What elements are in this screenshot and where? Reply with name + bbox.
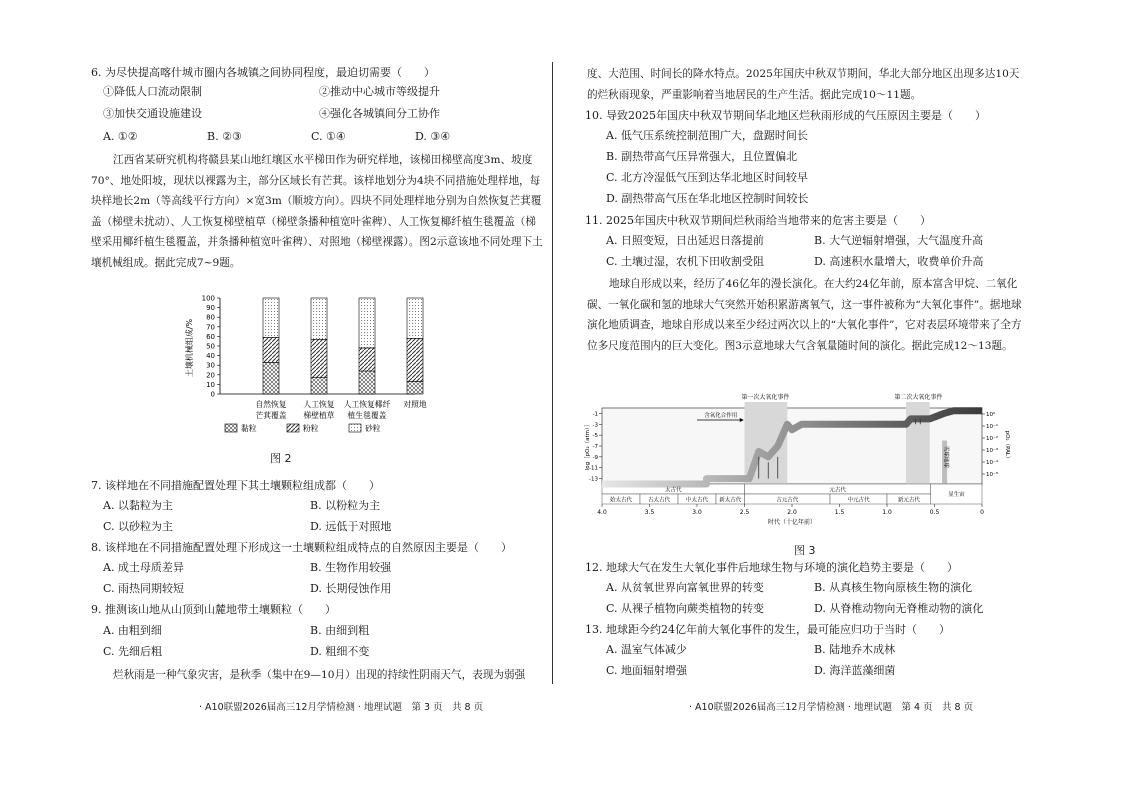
q13-option-b[interactable]: B. 陆地乔木成林 bbox=[814, 643, 896, 656]
x-tick-label: 3.0 bbox=[692, 509, 702, 516]
question-11-options bbox=[606, 232, 1026, 274]
q7-option-c[interactable]: C. 以砂粒为主 bbox=[103, 520, 174, 533]
y-right-label: pO₂（PAL） bbox=[1004, 430, 1010, 462]
event-label-1: 第一次大氧化事件 bbox=[741, 394, 790, 401]
q13-option-c[interactable]: C. 地面辐射增强 bbox=[606, 664, 688, 677]
y-left-tick-label: -9 bbox=[592, 454, 598, 461]
y-tick-label: 30 bbox=[206, 361, 215, 370]
q6-item-2: ②推动中心城市等级提升 bbox=[319, 85, 440, 98]
question-13-stem: 13. 地球距今约24亿年前大氧化事件的发生，最可能应归功于当时（ ） bbox=[585, 623, 950, 636]
category-label: 植生毯覆盖 bbox=[347, 411, 387, 420]
passage-10-cont: 度、大范围、时间长的降水特点。2025年国庆中秋双节期间，华北大部分地区出现多达10天的烂秋雨现象，严重影响着当地居民的生产生活。据此完成10～11题。 bbox=[587, 68, 1020, 101]
category-label: 人工恢复 bbox=[303, 400, 335, 409]
bar-segment bbox=[263, 298, 279, 337]
y-tick-label: 70 bbox=[206, 323, 215, 332]
legend-swatch bbox=[287, 424, 299, 432]
y-right-tick-label: 10⁻² bbox=[986, 436, 999, 442]
passage-12-13: 地球自形成以来，经历了46亿年的漫长演化。在大约24亿年前，原本富含甲烷、二氧化碳、一氧化碳和氢的地球大气突然开始积累游离氧气，这一事件被称为“大氧化事件”。据地球演化地质调查，地球自形成以来至少经过两次以上的“大氧化事件”，它对表层环境带来了全方位多尺度范围内的巨大变化。图3示意地球大气含氧量随时间的演化。据此完成12～13题。 bbox=[587, 278, 1022, 352]
y-tick-label: 90 bbox=[206, 304, 215, 313]
question-6-items bbox=[103, 83, 543, 123]
question-7-options bbox=[103, 497, 543, 539]
y-tick-label: 100 bbox=[201, 294, 215, 303]
right-page bbox=[562, 0, 1123, 793]
q10-option-b[interactable]: B. 副热带高气压异常强大，且位置偏北 bbox=[606, 150, 798, 163]
event-band-2 bbox=[906, 402, 930, 484]
y-right-tick-label: 10⁻⁵ bbox=[986, 472, 999, 478]
y-right-tick-label: 10⁻⁴ bbox=[986, 460, 999, 466]
bar-segment bbox=[359, 371, 375, 394]
category-label: 自然恢复 bbox=[255, 400, 287, 409]
q10-option-d[interactable]: D. 副热带高气压在华北地区控制时间较长 bbox=[606, 192, 809, 205]
era-label: 中元古代 bbox=[847, 497, 870, 504]
question-8-stem: 8. 该样地在不同措施配置处理下形成这一土壤颗粒组成特点的自然原因主要是（ ） bbox=[91, 541, 512, 554]
q11-option-b[interactable]: B. 大气逆辐射增强，大气温度升高 bbox=[814, 234, 984, 247]
figure-2-y-label: 土壤机械组成/% bbox=[185, 318, 194, 378]
bar-segment bbox=[359, 348, 375, 371]
q6-option-d[interactable]: D. ③④ bbox=[415, 130, 451, 143]
y-left-tick-label: -11 bbox=[589, 465, 598, 472]
question-7-stem: 7. 该样地在不同措施配置处理下其土壤颗粒组成都（ ） bbox=[91, 479, 380, 492]
annotation-photosynthesis: 含氧化合作用 bbox=[704, 413, 738, 419]
right-footer: · A10联盟2026届高三12月学情检测 · 地理试题 第 4 页 共 8 页 bbox=[689, 702, 974, 713]
q6-option-a[interactable]: A. ①② bbox=[103, 130, 138, 143]
question-11-stem: 11. 2025年国庆中秋双节期间烂秋雨给当地带来的危害主要是（ ） bbox=[585, 214, 931, 227]
q9-option-c[interactable]: C. 先细后粗 bbox=[103, 645, 163, 658]
era-label: 新太古代 bbox=[719, 497, 742, 504]
y-left-tick-label: -13 bbox=[589, 476, 598, 483]
q9-option-d[interactable]: D. 粗细不变 bbox=[310, 645, 370, 658]
legend-label: 黏粒 bbox=[241, 424, 257, 433]
figure-2-bars bbox=[263, 298, 423, 394]
y-left-tick-label: -1 bbox=[592, 411, 598, 418]
q13-option-a[interactable]: A. 温室气体减少 bbox=[606, 643, 687, 656]
figure-2-legend bbox=[215, 420, 415, 436]
question-6-stem: 6. 为尽快提高喀什城市圈内各城镇之间协同程度，最迫切需要（ ） bbox=[91, 66, 435, 79]
bar-segment bbox=[359, 298, 375, 348]
figure-3-caption: 图 3 bbox=[794, 544, 816, 557]
y-tick-label: 40 bbox=[206, 352, 215, 361]
figure-2-axes bbox=[202, 295, 415, 399]
q12-option-b[interactable]: B. 从真核生物向原核生物的演化 bbox=[814, 581, 973, 594]
y-tick-label: 60 bbox=[206, 332, 215, 341]
category-label: 梯壁植草 bbox=[303, 411, 335, 420]
question-10-stem: 10. 导致2025年国庆中秋双节期间华北地区烂秋雨形成的气压原因主要是（ ） bbox=[585, 109, 986, 122]
q6-option-c[interactable]: C. ①④ bbox=[311, 130, 346, 143]
left-page bbox=[0, 0, 561, 793]
q10-option-c[interactable]: C. 北方冷湿低气压到达华北地区时间较早 bbox=[606, 171, 809, 184]
y-left-tick-label: -3 bbox=[592, 422, 598, 429]
eon-label: 元古代 bbox=[829, 487, 846, 494]
event-label-2: 第二次大氧化事件 bbox=[894, 394, 943, 401]
legend-swatch bbox=[225, 424, 237, 432]
x-tick-label: 0.5 bbox=[929, 509, 940, 516]
era-label: 中太古代 bbox=[685, 497, 709, 504]
question-6-options bbox=[103, 130, 543, 150]
q7-option-b[interactable]: B. 以粉粒为主 bbox=[310, 499, 381, 512]
q6-option-b[interactable]: B. ②③ bbox=[207, 130, 242, 143]
q7-option-a[interactable]: A. 以黏粒为主 bbox=[103, 499, 173, 512]
left-footer: · A10联盟2026届高三12月学情检测 · 地理试题 第 3 页 共 8 页 bbox=[199, 702, 484, 713]
column-divider bbox=[552, 62, 553, 684]
q12-option-d[interactable]: D. 从脊椎动物向无脊椎动物的演化 bbox=[814, 602, 984, 615]
eon-label: 显生宙 bbox=[948, 492, 965, 498]
y-tick-label: 80 bbox=[206, 313, 215, 322]
x-tick-label: 4.0 bbox=[597, 509, 607, 516]
x-axis-label: 时代（十亿年前） bbox=[767, 519, 817, 526]
q9-option-b[interactable]: B. 由细到粗 bbox=[310, 624, 370, 637]
legend-label: 粉粒 bbox=[303, 424, 319, 433]
y-right-tick-label: 10⁻³ bbox=[986, 448, 999, 454]
q8-option-d[interactable]: D. 长期侵蚀作用 bbox=[310, 582, 392, 595]
question-10-options bbox=[606, 127, 1006, 211]
question-9-options bbox=[103, 622, 543, 664]
bar-segment bbox=[407, 338, 423, 381]
q6-item-3: ③加快交通设施建设 bbox=[103, 107, 202, 120]
x-tick-label: 1.5 bbox=[834, 509, 845, 516]
q13-option-d[interactable]: D. 海洋蓝藻细菌 bbox=[814, 664, 896, 677]
era-label: 古元古代 bbox=[776, 497, 799, 504]
y-tick-label: 20 bbox=[206, 371, 215, 380]
question-6 bbox=[91, 63, 541, 83]
era-label: 古太古代 bbox=[647, 497, 671, 504]
q7-option-d[interactable]: D. 远低于对照地 bbox=[310, 520, 392, 533]
bar-segment bbox=[311, 298, 327, 339]
q10-option-a[interactable]: A. 低气压系统控制范围广大，盘踞时间长 bbox=[606, 129, 808, 142]
era-label: 新元古代 bbox=[897, 497, 920, 504]
bar-segment bbox=[311, 378, 327, 394]
y-right-tick-label: 10⁰ bbox=[986, 412, 996, 418]
question-9-stem: 9. 推测该山地从山顶到山麓地带土壤颗粒（ ） bbox=[91, 603, 336, 616]
y-left-tick-label: -5 bbox=[592, 433, 598, 440]
y-right-tick-label: 10⁻¹ bbox=[986, 424, 999, 430]
question-12-stem: 12. 地球大气在发生大氧化事件后地球生物与环境的演化趋势主要是（ ） bbox=[585, 561, 958, 574]
bar-segment bbox=[311, 339, 327, 377]
q11-option-a[interactable]: A. 日照变短，日出延迟日落提前 bbox=[606, 234, 764, 247]
x-tick-label: 3.5 bbox=[644, 509, 655, 516]
y-tick-label: 10 bbox=[206, 380, 215, 389]
annotation-snowball: 雪球地球 bbox=[942, 445, 949, 468]
q6-item-4: ④强化各城镇间分工协作 bbox=[319, 107, 440, 120]
question-12-options bbox=[606, 579, 1026, 621]
bar-segment bbox=[407, 298, 423, 338]
q11-option-c[interactable]: C. 土壤过湿，农机下田收割受阻 bbox=[606, 255, 765, 268]
bar-segment bbox=[263, 337, 279, 362]
category-label: 对照地 bbox=[403, 400, 427, 409]
eon-label: 太古代 bbox=[664, 487, 682, 494]
figure-3-chart bbox=[584, 384, 1014, 529]
category-label: 芒萁覆盖 bbox=[255, 411, 287, 420]
figure-2-caption: 图 2 bbox=[270, 452, 292, 465]
q9-option-a[interactable]: A. 由粗到细 bbox=[103, 624, 162, 637]
q12-option-a[interactable]: A. 从贫氧世界向富氧世界的转变 bbox=[606, 581, 764, 594]
category-label: 人工恢复椰纤 bbox=[343, 400, 391, 409]
question-13-options bbox=[606, 641, 1026, 683]
x-tick-label: 0 bbox=[980, 509, 984, 516]
x-tick-label: 2.5 bbox=[739, 509, 750, 516]
x-tick-label: 1.0 bbox=[882, 509, 892, 516]
q8-option-a[interactable]: A. 成土母质差异 bbox=[103, 561, 184, 574]
q12-option-c[interactable]: C. 从裸子植物向蕨类植物的转变 bbox=[606, 602, 765, 615]
q11-option-d[interactable]: D. 高速积水量增大，收费单价升高 bbox=[814, 255, 984, 268]
y-left-label: log［pO₂（atm）］ bbox=[585, 421, 591, 471]
passage-10-start: 烂秋雨是一种气象灾害，是秋季（集中在9—10月）出现的持续性阴雨天气，表现为弱强 bbox=[113, 669, 526, 681]
y-tick-label: 0 bbox=[210, 390, 215, 399]
passage-7-9: 江西省某研究机构将赣县某山地红壤区水平梯田作为研究样地，该梯田梯壁高度3m、坡度70°、地处阳坡，现状以裸露为主，部分区域长有芒萁。该样地划分为4块不同措施处理样地，每块样地长2m（等高线平行方向）×宽3m（顺坡方向）。四块不同处理样地分别为自然恢复芒萁覆盖（梯壁未扰动）、人工恢复梯壁植草（梯壁条播种植宽叶雀稗）、人工恢复椰纤植生毯覆盖（梯壁采用椰纤植生毯覆盖，并条播种植宽叶雀稗）、对照地（梯壁裸露）。图2示意该地不同处理下土壤机械组成。据此完成7~9题。 bbox=[91, 154, 543, 269]
q8-option-b[interactable]: B. 生物作用较强 bbox=[310, 561, 392, 574]
x-tick-label: 2.0 bbox=[787, 509, 797, 516]
bar-segment bbox=[263, 362, 279, 394]
q8-option-c[interactable]: C. 雨热同期较短 bbox=[103, 582, 185, 595]
y-left-tick-label: -7 bbox=[592, 444, 598, 450]
legend-label: 砂粒 bbox=[365, 424, 381, 433]
legend-swatch bbox=[349, 424, 361, 432]
y-tick-label: 50 bbox=[206, 342, 215, 351]
bar-segment bbox=[407, 382, 423, 394]
q6-item-1: ①降低人口流动限制 bbox=[103, 85, 202, 98]
era-label: 始太古代 bbox=[609, 497, 633, 504]
question-8-options bbox=[103, 559, 543, 601]
